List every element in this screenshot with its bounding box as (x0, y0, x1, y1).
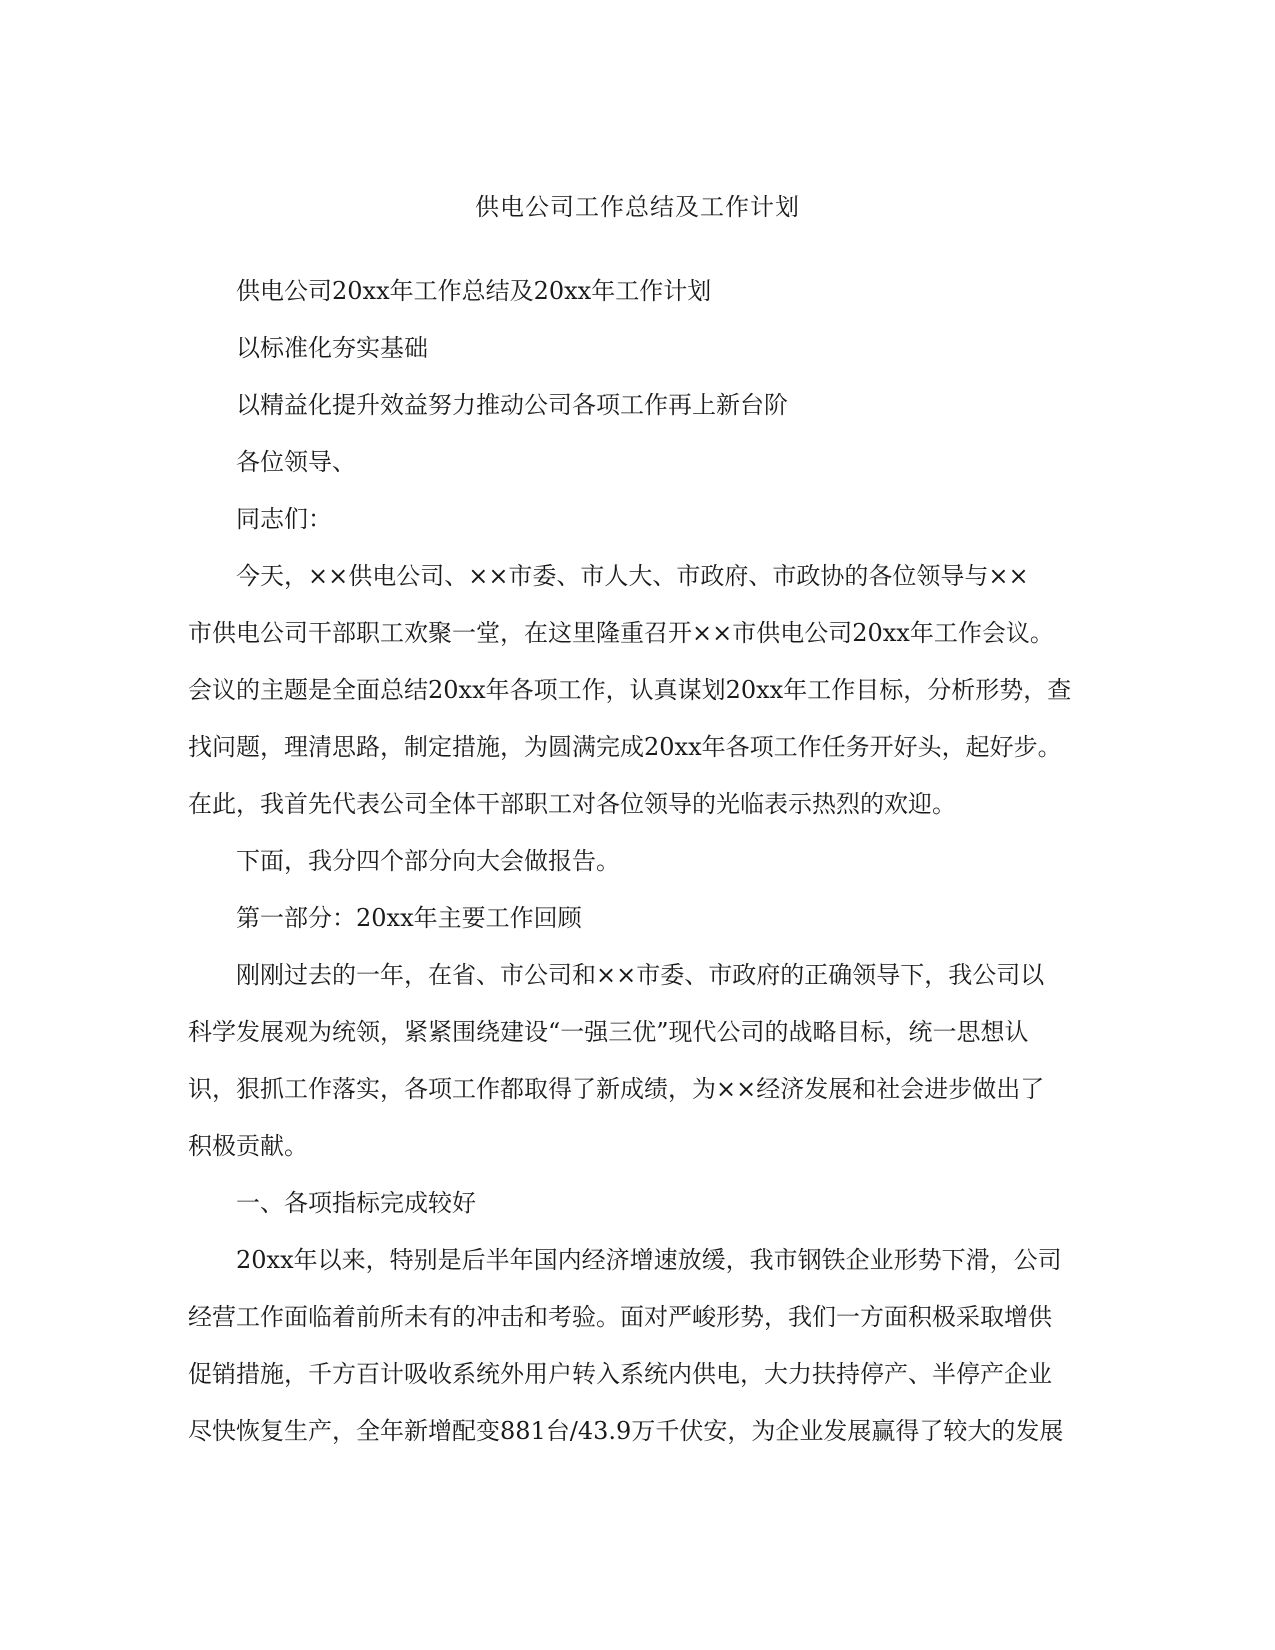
paragraph-line: 积极贡献。 (188, 1132, 308, 1160)
paragraph-line: 科学发展观为统领，紧紧围绕建设“一强三优”现代公司的战略目标，统一思想认 (188, 1018, 1029, 1046)
salutation-line: 同志们： (236, 505, 332, 533)
subtitle-line: 以标准化夯实基础 (236, 334, 428, 362)
paragraph-line: 市供电公司干部职工欢聚一堂，在这里隆重召开××市供电公司20xx年工作会议。 (188, 619, 1054, 647)
paragraph-line: 在此，我首先代表公司全体干部职工对各位领导的光临表示热烈的欢迎。 (188, 790, 956, 818)
intro-paragraph (188, 548, 1088, 833)
paragraph-line: 识，狠抓工作落实，各项工作都取得了新成绩，为××经济发展和社会进步做出了 (188, 1075, 1045, 1103)
subtitle-line: 以精益化提升效益努力推动公司各项工作再上新台阶 (236, 391, 788, 419)
paragraph-line: 促销措施，千方百计吸收系统外用户转入系统内供电，大力扶持停产、半停产企业 (188, 1360, 1052, 1388)
review-paragraph (188, 947, 1088, 1175)
subtitle-line: 供电公司20xx年工作总结及20xx年工作计划 (236, 277, 712, 305)
paragraph-line: 找问题，理清思路，制定措施，为圆满完成20xx年各项工作任务开好头，起好步。 (188, 733, 1062, 761)
paragraph-line: 今天，××供电公司、××市委、市人大、市政府、市政协的各位领导与×× (236, 562, 1029, 590)
salutation-line: 各位领导、 (236, 448, 356, 476)
section-heading: 一、各项指标完成较好 (236, 1189, 476, 1217)
paragraph-line: 会议的主题是全面总结20xx年各项工作，认真谋划20xx年工作目标，分析形势，查 (188, 676, 1072, 704)
paragraph-line: 20xx年以来，特别是后半年国内经济增速放缓，我市钢铁企业形势下滑，公司 (236, 1246, 1062, 1274)
report-intro-line: 下面，我分四个部分向大会做报告。 (236, 847, 620, 875)
paragraph-line: 尽快恢复生产，全年新增配变881台/43.9万千伏安，为企业发展赢得了较大的发展 (188, 1417, 1064, 1445)
part-heading: 第一部分：20xx年主要工作回顾 (236, 904, 582, 932)
document-body (188, 263, 1088, 1460)
indicator-paragraph (188, 1232, 1088, 1460)
paragraph-line: 刚刚过去的一年，在省、市公司和××市委、市政府的正确领导下，我公司以 (236, 961, 1045, 989)
document-title: 供电公司工作总结及工作计划 (475, 193, 800, 221)
paragraph-line: 经营工作面临着前所未有的冲击和考验。面对严峻形势，我们一方面积极采取增供 (188, 1303, 1052, 1331)
